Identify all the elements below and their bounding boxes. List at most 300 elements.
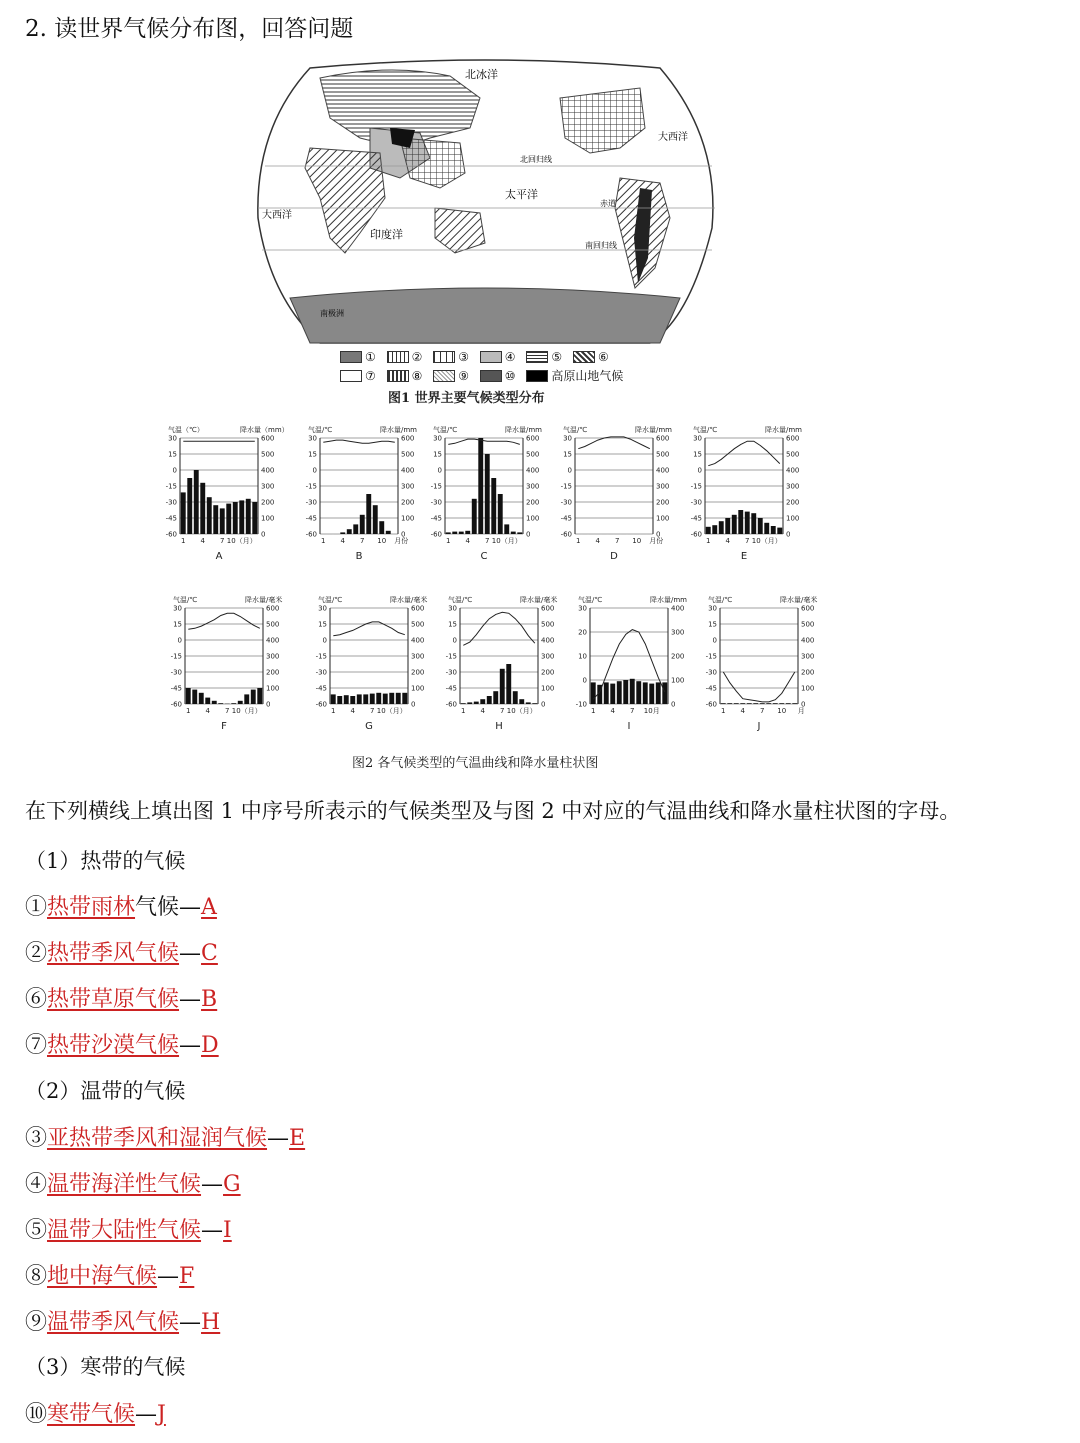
chart-title: C: [480, 551, 488, 562]
chart-precip-tick: 600: [401, 434, 415, 443]
climate-chart-D: [561, 425, 673, 562]
chart-precip-tick: 600: [656, 434, 670, 443]
chart-x-tick: 7: [745, 537, 750, 545]
chart-temp-tick: 0: [712, 636, 717, 645]
chart-precip-tick: 200: [261, 498, 275, 507]
chart-x-tick: 1: [331, 707, 336, 715]
chart-temp-tick: 15: [563, 450, 572, 459]
chart-title: F: [221, 721, 227, 732]
chart-temp-tick: 15: [318, 620, 327, 629]
map-label-atlantic-west: 大西洋: [262, 210, 292, 221]
legend-item: ②: [387, 350, 423, 364]
chart-x-tick: 7: [630, 707, 635, 715]
chart-temp-tick: 0: [322, 636, 327, 645]
precip-bar: [402, 693, 407, 704]
instructions: 在下列横线上填出图 1 中序号所表示的气候类型及与图 2 中对应的气温曲线和降水量柱状图的字母。: [25, 799, 961, 823]
precip-bar: [630, 679, 635, 704]
map-label-tropic-cancer: 北回归线: [520, 155, 552, 164]
chart-precip-tick: 500: [261, 450, 275, 459]
precip-bar: [386, 531, 391, 534]
precip-bar: [751, 513, 756, 534]
chart-temp-tick: -10: [575, 700, 587, 709]
chart-temp-tick: -30: [315, 668, 327, 677]
chart-precip-tick: 0: [261, 530, 266, 539]
precip-bar: [779, 703, 784, 704]
legend-item: ①: [340, 350, 376, 364]
precip-bar: [591, 682, 596, 704]
chart-x-tick: 1: [181, 537, 186, 545]
precip-bar: [719, 521, 724, 534]
chart-x-tick: 4: [350, 707, 355, 715]
precip-bar: [459, 532, 464, 534]
precip-bar: [461, 703, 466, 704]
chart-precip-tick: 300: [411, 652, 425, 661]
chart-temp-tick: 15: [693, 450, 702, 459]
chart-title: H: [495, 721, 503, 732]
chart-x-tick: 7: [360, 537, 365, 545]
legend-item: ⑦: [340, 369, 376, 383]
answer-line: ⑧地中海气候—F: [25, 1264, 195, 1289]
chart-precip-tick: 0: [671, 700, 676, 709]
answer-line: ⑨温带季风气候—H: [25, 1310, 221, 1335]
precip-bar: [238, 701, 243, 704]
climate-chart-B: [306, 425, 418, 562]
chart-precip-tick: 0: [656, 530, 661, 539]
chart-temp-tick: -15: [170, 652, 182, 661]
temp-curve: [463, 612, 535, 645]
precip-bar: [649, 684, 654, 704]
chart-temp-tick: 15: [448, 620, 457, 629]
chart-precip-tick: 0: [801, 700, 806, 709]
precip-bar: [500, 669, 505, 704]
precip-bar: [347, 529, 352, 534]
chart-precip-tick: 300: [541, 652, 555, 661]
chart-temp-tick: -45: [560, 514, 572, 523]
chart-precip-tick: 100: [541, 684, 555, 693]
chart-temp-tick: -15: [165, 482, 177, 491]
chart-x-tick: 10（月）: [491, 537, 522, 545]
chart-temp-label: 气温/℃: [433, 426, 458, 434]
chart-precip-tick: 600: [411, 604, 425, 613]
chart-precip-tick: 500: [786, 450, 800, 459]
chart-temp-tick: -45: [690, 514, 702, 523]
chart-temp-tick: 20: [578, 628, 587, 637]
chart-x-tick: 10（月）: [226, 537, 257, 545]
chart-precip-tick: 400: [401, 466, 415, 475]
precip-bar: [205, 698, 210, 704]
chart-precip-label: 降水量/mm: [635, 426, 672, 434]
chart-x-tick: 10（月）: [231, 707, 262, 715]
chart-precip-tick: 400: [526, 466, 540, 475]
answer-line: ⑩寒带气候—J: [25, 1402, 166, 1427]
precip-bar: [396, 693, 401, 704]
answer-line: ④温带海洋性气候—G: [25, 1172, 241, 1197]
precip-bar: [181, 492, 186, 534]
precip-bar: [357, 694, 362, 704]
legend-item: ⑥: [573, 350, 609, 364]
precip-bar: [498, 494, 503, 534]
temp-curve: [188, 613, 259, 629]
chart-x-tick: 1: [576, 537, 581, 545]
precip-bar: [340, 532, 345, 534]
chart-precip-tick: 500: [541, 620, 555, 629]
chart-precip-tick: 100: [261, 514, 275, 523]
chart-precip-tick: 600: [801, 604, 815, 613]
chart-x-tick: 4: [595, 537, 600, 545]
chart-precip-tick: 100: [411, 684, 425, 693]
precip-bar: [251, 690, 256, 704]
chart-precip-tick: 0: [541, 700, 546, 709]
chart-temp-tick: 0: [567, 466, 572, 475]
chart-temp-tick: 0: [452, 636, 457, 645]
precip-bar: [725, 518, 730, 534]
answer-line: ⑦热带沙漠气候—D: [25, 1033, 219, 1058]
climate-chart-I: [576, 595, 688, 732]
precip-bar: [244, 694, 249, 704]
chart-temp-tick: -30: [170, 668, 182, 677]
map-label-antarctic: 南极洲: [320, 309, 344, 318]
chart-precip-tick: 600: [526, 434, 540, 443]
precip-bar: [656, 682, 661, 704]
chart-precip-tick: 0: [786, 530, 791, 539]
precip-bar: [389, 693, 394, 704]
chart-precip-tick: 600: [541, 604, 555, 613]
chart-precip-label: 降水量/mm: [765, 426, 802, 434]
precip-bar: [504, 524, 509, 534]
precip-bar: [519, 699, 524, 704]
chart-precip-tick: 300: [261, 482, 275, 491]
chart-x-tick: 7: [370, 707, 375, 715]
chart-precip-tick: 400: [801, 636, 815, 645]
temp-curve: [448, 439, 520, 444]
chart-temp-tick: -60: [705, 700, 717, 709]
chart-precip-tick: 400: [541, 636, 555, 645]
charts-caption: 图2 各气候类型的气温曲线和降水量柱状图: [352, 756, 599, 771]
chart-temp-tick: -45: [170, 684, 182, 693]
chart-precip-tick: 300: [656, 482, 670, 491]
precip-bar: [383, 694, 388, 704]
chart-x-tick: 7: [220, 537, 225, 545]
chart-temp-label: 气温/℃: [173, 596, 198, 604]
chart-temp-tick: -60: [690, 530, 702, 539]
chart-temp-label: 气温/℃: [318, 596, 343, 604]
precip-bar: [506, 664, 511, 704]
precip-bar: [360, 515, 365, 534]
chart-title: G: [365, 721, 373, 732]
chart-precip-tick: 600: [261, 434, 275, 443]
chart-temp-tick: 0: [582, 676, 587, 685]
chart-precip-tick: 0: [411, 700, 416, 709]
chart-temp-tick: 30: [693, 434, 702, 443]
chart-temp-tick: -15: [315, 652, 327, 661]
chart-precip-tick: 100: [801, 684, 815, 693]
precip-bar: [194, 470, 199, 534]
chart-precip-tick: 100: [671, 676, 685, 685]
climate-chart-J: [706, 595, 818, 732]
section-heading-temperate: （2）温带的气候: [25, 1079, 186, 1103]
chart-temp-tick: -45: [705, 684, 717, 693]
chart-precip-tick: 500: [656, 450, 670, 459]
chart-temp-tick: -60: [560, 530, 572, 539]
chart-precip-label: 降水量/毫米: [245, 596, 283, 604]
chart-precip-tick: 200: [526, 498, 540, 507]
chart-temp-label: 气温/℃: [448, 596, 473, 604]
precip-bar: [526, 702, 531, 704]
map-label-tropic-capricorn: 南回归线: [585, 241, 617, 250]
chart-temp-tick: 0: [437, 466, 442, 475]
chart-x-tick: 月份: [394, 537, 409, 545]
chart-temp-tick: -45: [445, 684, 457, 693]
chart-precip-label: 降水量/毫米: [390, 596, 428, 604]
precip-bar: [760, 703, 765, 704]
chart-precip-tick: 400: [411, 636, 425, 645]
chart-temp-tick: -15: [430, 482, 442, 491]
chart-x-tick: 1: [461, 707, 466, 715]
chart-temp-tick: -30: [560, 498, 572, 507]
precip-bar: [467, 702, 472, 704]
climate-chart-H: [446, 595, 558, 732]
chart-precip-tick: 400: [656, 466, 670, 475]
chart-x-tick: 7: [500, 707, 505, 715]
precip-bar: [758, 518, 763, 534]
section-heading-polar: （3）寒带的气候: [25, 1355, 186, 1379]
precip-bar: [226, 504, 231, 534]
precip-bar: [738, 510, 743, 534]
precip-bar: [485, 454, 490, 534]
precip-bar: [379, 521, 384, 534]
chart-x-tick: 10月: [643, 707, 660, 715]
chart-x-tick: 月份: [649, 537, 664, 545]
precip-bar: [753, 703, 758, 704]
chart-x-tick: 4: [610, 707, 615, 715]
answer-line: ②热带季风气候—C: [25, 941, 218, 966]
precip-bar: [480, 699, 485, 704]
chart-x-tick: 10: [777, 707, 787, 715]
chart-precip-tick: 300: [786, 482, 800, 491]
chart-x-tick: 7: [615, 537, 620, 545]
precip-bar: [777, 528, 782, 534]
precip-bar: [623, 680, 628, 704]
chart-temp-tick: 30: [578, 604, 587, 613]
map-label-pacific: 太平洋: [505, 188, 538, 201]
precip-bar: [344, 695, 349, 704]
precip-bar: [491, 478, 496, 534]
chart-temp-tick: -15: [305, 482, 317, 491]
precip-bar: [662, 682, 667, 704]
precip-bar: [513, 691, 518, 704]
chart-x-tick: 1: [446, 537, 451, 545]
chart-x-tick: 月: [797, 707, 805, 715]
chart-temp-tick: -60: [315, 700, 327, 709]
chart-x-tick: 7: [485, 537, 490, 545]
precip-bar: [192, 690, 197, 704]
chart-precip-tick: 400: [671, 604, 685, 613]
chart-x-tick: 4: [340, 537, 345, 545]
precip-bar: [212, 701, 217, 704]
chart-x-tick: 4: [740, 707, 745, 715]
precip-bar: [200, 483, 205, 534]
precip-bar: [747, 703, 752, 704]
answer-line: ⑥热带草原气候—B: [25, 987, 218, 1012]
chart-precip-tick: 0: [266, 700, 271, 709]
chart-precip-label: 降水量/毫米: [780, 596, 818, 604]
chart-precip-label: 降水量/mm: [505, 426, 542, 434]
precip-bar: [734, 703, 739, 704]
chart-temp-tick: 10: [578, 652, 587, 661]
chart-temp-tick: -60: [170, 700, 182, 709]
map-legend: [340, 350, 640, 387]
precip-bar: [511, 532, 516, 534]
precip-bar: [350, 696, 355, 704]
chart-temp-tick: 30: [708, 604, 717, 613]
chart-precip-tick: 200: [656, 498, 670, 507]
chart-precip-tick: 600: [266, 604, 280, 613]
chart-temp-tick: 15: [168, 450, 177, 459]
precip-bar: [472, 499, 477, 534]
chart-temp-tick: -30: [690, 498, 702, 507]
chart-precip-tick: 100: [786, 514, 800, 523]
map-label-indian: 印度洋: [370, 228, 403, 241]
precip-bar: [764, 523, 769, 534]
precip-bar: [353, 524, 358, 534]
chart-precip-label: 降水量（mm）: [240, 426, 289, 434]
precip-bar: [199, 693, 204, 704]
precip-bar: [517, 532, 522, 534]
chart-title: I: [627, 721, 631, 732]
chart-temp-label: 气温/℃: [308, 426, 333, 434]
legend-item: ⑨: [433, 369, 469, 383]
chart-temp-tick: -30: [430, 498, 442, 507]
chart-temp-tick: 30: [448, 604, 457, 613]
precip-bar: [337, 696, 342, 704]
chart-temp-tick: 0: [312, 466, 317, 475]
chart-temp-tick: -15: [445, 652, 457, 661]
precip-bar: [213, 505, 218, 534]
chart-x-tick: 4: [725, 537, 730, 545]
chart-precip-tick: 100: [656, 514, 670, 523]
legend-item: 高原山地气候: [526, 367, 623, 384]
chart-precip-tick: 500: [801, 620, 815, 629]
chart-precip-tick: 500: [401, 450, 415, 459]
climate-chart-F: [171, 595, 283, 732]
chart-precip-label: 降水量/mm: [650, 596, 687, 604]
chart-x-tick: 10: [632, 537, 642, 545]
precip-bar: [207, 497, 212, 534]
chart-temp-tick: 30: [563, 434, 572, 443]
chart-x-tick: 1: [706, 537, 711, 545]
chart-x-tick: 10（月）: [506, 707, 537, 715]
precip-bar: [617, 681, 622, 704]
chart-title: B: [355, 551, 363, 562]
precip-bar: [257, 688, 262, 704]
legend-item: ⑩: [480, 369, 516, 383]
precip-bar: [773, 703, 778, 704]
chart-x-tick: 10: [377, 537, 387, 545]
question-title: 2. 读世界气候分布图，回答问题: [25, 16, 354, 42]
chart-temp-tick: -30: [165, 498, 177, 507]
chart-precip-tick: 100: [401, 514, 415, 523]
chart-temp-tick: 15: [173, 620, 182, 629]
precip-bar: [643, 682, 648, 704]
precip-bar: [604, 682, 609, 704]
legend-item: ⑤: [526, 350, 562, 364]
answer-line: ③亚热带季风和湿润气候—E: [25, 1126, 306, 1151]
precip-bar: [452, 532, 457, 534]
chart-x-tick: 4: [480, 707, 485, 715]
chart-precip-tick: 200: [801, 668, 815, 677]
precip-bar: [187, 478, 192, 534]
chart-title: E: [740, 551, 748, 562]
chart-precip-tick: 400: [266, 636, 280, 645]
chart-title: A: [215, 551, 223, 562]
chart-temp-tick: 30: [433, 434, 442, 443]
temp-curve: [723, 672, 795, 702]
chart-temp-label: 气温/℃: [693, 426, 718, 434]
section-heading-tropical: （1）热带的气候: [25, 849, 186, 873]
chart-temp-tick: 30: [318, 604, 327, 613]
chart-temp-tick: -30: [705, 668, 717, 677]
chart-precip-tick: 300: [801, 652, 815, 661]
precip-bar: [786, 703, 791, 704]
chart-precip-tick: 100: [266, 684, 280, 693]
precip-bar: [792, 703, 797, 704]
chart-precip-tick: 200: [411, 668, 425, 677]
temp-curve: [323, 440, 395, 443]
precip-bar: [252, 502, 257, 534]
chart-temp-tick: -45: [315, 684, 327, 693]
answer-line: ①热带雨林气候—A: [25, 895, 217, 920]
precip-bar: [636, 681, 641, 704]
chart-temp-label: 气温/℃: [563, 426, 588, 434]
chart-temp-tick: 30: [168, 434, 177, 443]
legend-item: ③: [433, 350, 469, 364]
chart-precip-tick: 200: [266, 668, 280, 677]
chart-temp-tick: -15: [705, 652, 717, 661]
chart-precip-tick: 600: [786, 434, 800, 443]
chart-precip-tick: 500: [266, 620, 280, 629]
chart-temp-label: 气温（℃）: [168, 426, 204, 434]
chart-temp-label: 气温/℃: [578, 596, 603, 604]
chart-temp-tick: -30: [445, 668, 457, 677]
chart-precip-tick: 500: [526, 450, 540, 459]
chart-x-tick: 1: [591, 707, 596, 715]
precip-bar: [220, 508, 225, 534]
chart-temp-label: 气温/℃: [708, 596, 733, 604]
chart-x-tick: 7: [225, 707, 230, 715]
chart-temp-tick: -45: [165, 514, 177, 523]
map-caption: 图1 世界主要气候类型分布: [388, 391, 545, 406]
precip-bar: [474, 702, 479, 704]
chart-precip-tick: 300: [401, 482, 415, 491]
chart-x-tick: 1: [186, 707, 191, 715]
map-label-atlantic-east: 大西洋: [658, 132, 688, 143]
chart-x-tick: 10（月）: [376, 707, 407, 715]
precip-bar: [610, 684, 615, 704]
chart-precip-label: 降水量/mm: [380, 426, 417, 434]
chart-temp-tick: 15: [708, 620, 717, 629]
precip-bar: [376, 693, 381, 704]
chart-x-tick: 1: [321, 537, 326, 545]
chart-temp-tick: -45: [430, 514, 442, 523]
chart-precip-tick: 200: [541, 668, 555, 677]
precip-bar: [706, 527, 711, 534]
chart-precip-tick: 500: [411, 620, 425, 629]
chart-precip-tick: 300: [671, 628, 685, 637]
precip-bar: [712, 525, 717, 534]
temp-curve: [578, 437, 650, 449]
chart-temp-tick: 15: [308, 450, 317, 459]
precip-bar: [218, 703, 223, 704]
